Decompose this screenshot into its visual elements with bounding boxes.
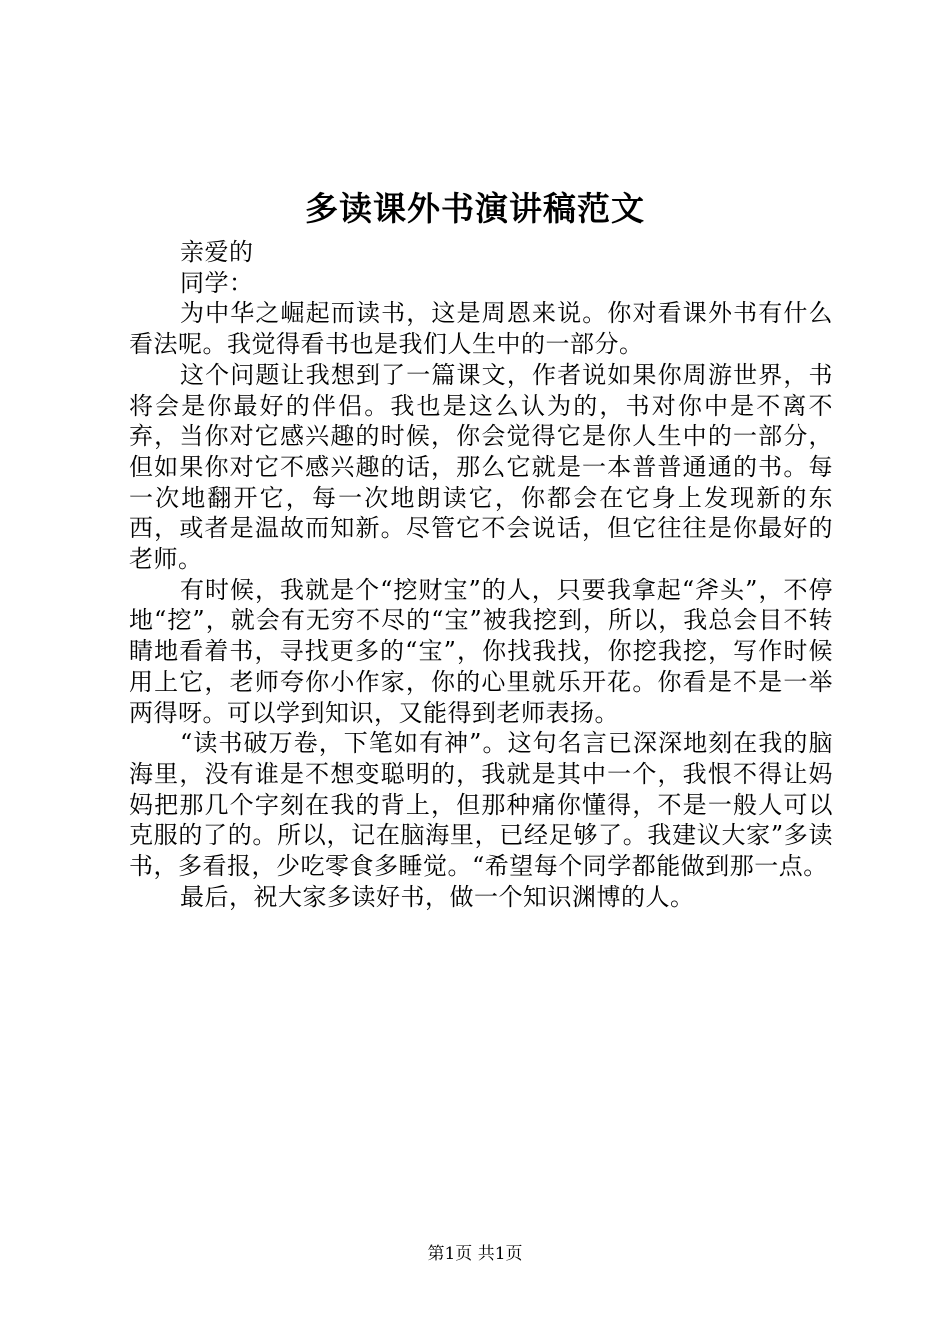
paragraph: 这个问题让我想到了一篇课文，作者说如果你周游世界，书将会是你最好的伴侣。我也是这么认为的，书对你中是不离不弃，当你对它感兴趣的时候，你会觉得它是你人生中的一部分，但如果你对它不感兴趣的话，那么它就是一本普普通通的书。每一次地翻开它，每一次地朗读它，你都会在它身上发现新的东西，或者是温故而知新。尽管它不会说话，但它往往是你最好的老师。	[129, 360, 833, 574]
paragraph: 最后，祝大家多读好书，做一个知识渊博的人。	[180, 882, 695, 911]
paragraph: 有时候，我就是个“挖财宝”的人，只要我拿起“斧头”，不停地“挖”，就会有无穷不尽的“宝”被我挖到，所以，我总会目不转睛地看着书，寻找更多的“宝”，你找我找，你挖我挖，写作时候用上它，老师夸你小作家，你的心里就乐开花。你看是不是一举两得呀。可以学到知识，又能得到老师表扬。	[129, 575, 833, 727]
document-title: 多读课外书演讲稿范文	[305, 189, 645, 228]
speech-body	[129, 237, 833, 912]
salutation-line-2: 同学：	[180, 268, 254, 297]
paragraph: 为中华之崛起而读书，这是周恩来说。你对看课外书有什么看法呢。我觉得看书也是我们人生中的一部分。	[129, 299, 833, 359]
page-number-footer: 第1页 共1页	[427, 1244, 523, 1264]
paragraph: “读书破万卷，下笔如有神”。这句名言已深深地刻在我的脑海里，没有谁是不想变聪明的，我就是其中一个，我恨不得让妈妈把那几个字刻在我的背上，但那种痛你懂得，不是一般人可以克服的了的。所以，记在脑海里，已经足够了。我建议大家”多读书，多看报，少吃零食多睡觉。“希望每个同学都能做到那一点。	[129, 729, 833, 881]
salutation-line-1: 亲爱的	[180, 238, 254, 266]
